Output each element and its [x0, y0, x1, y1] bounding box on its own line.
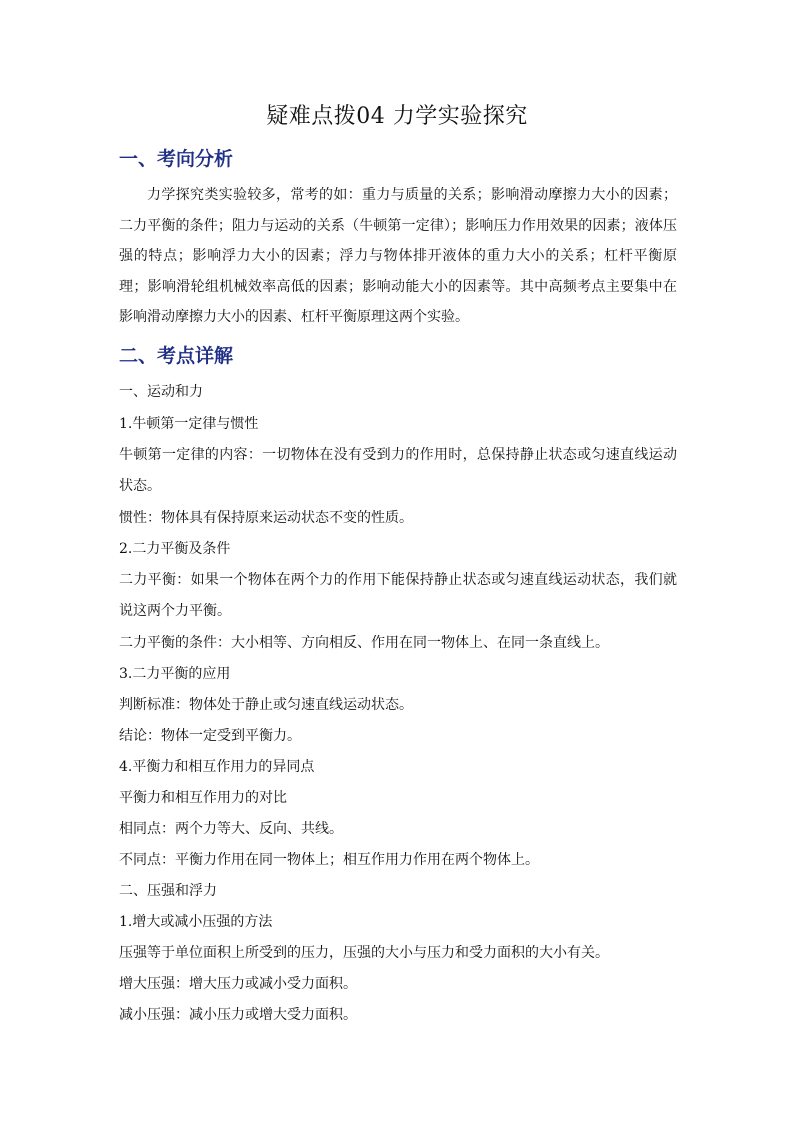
item-title-balance-vs-interaction: 4.平衡力和相互作用力的异同点	[119, 759, 315, 775]
part-title-pressure-buoyancy: 二、压强和浮力	[119, 883, 217, 899]
inertia-text: 惯性：物体具有保持原来运动状态不变的性质。	[119, 510, 413, 526]
balance-condition-text: 二力平衡的条件：大小相等、方向相反、作用在同一物体上、在同一条直线上。	[119, 635, 609, 651]
comparison-intro-text: 平衡力和相互作用力的对比	[119, 790, 287, 806]
pressure-definition-text: 压强等于单位面积上所受到的压力，压强的大小与压力和受力面积的大小有关。	[119, 945, 609, 961]
newton-first-law-text: 牛顿第一定律的内容：一切物体在没有受到力的作用时，总保持静止状态或匀速直线运动状态。	[119, 447, 677, 494]
two-force-balance-text: 二力平衡：如果一个物体在两个力的作用下能保持静止状态或匀速直线运动状态，我们就说这两个力平衡。	[119, 572, 677, 619]
increase-pressure-text: 增大压强：增大压力或减小受力面积。	[119, 976, 357, 992]
section-heading-details: 二、考点详解	[119, 345, 234, 367]
item-title-pressure-methods: 1.增大或减小压强的方法	[119, 914, 273, 930]
item-title-newton-inertia: 1.牛顿第一定律与惯性	[119, 416, 259, 432]
differences-text: 不同点：平衡力作用在同一物体上；相互作用力作用在两个物体上。	[119, 852, 539, 868]
conclusion-text: 结论：物体一定受到平衡力。	[119, 728, 301, 744]
similarities-text: 相同点：两个力等大、反向、共线。	[119, 821, 343, 837]
decrease-pressure-text: 减小压强：减小压力或增大受力面积。	[119, 1007, 357, 1023]
section-heading-analysis: 一、考向分析	[119, 148, 234, 170]
part-title-motion-force: 一、运动和力	[119, 384, 203, 400]
analysis-paragraph: 力学探究类实验较多，常考的如：重力与质量的关系；影响滑动摩擦力大小的因素；二力平衡的条件；阻力与运动的关系（牛顿第一定律）；影响压力作用效果的因素；液体压强的特点；影响浮力大小的因素；浮力与物体排开液体的重力大小的关系；杠杆平衡原理；影响滑轮组机械效率高低的因素；影响动能大小的因素等。其中高频考点主要集中在影响滑动摩擦力大小的因素、杠杆平衡原理这两个实验。	[119, 187, 677, 326]
item-title-balance-application: 3.二力平衡的应用	[119, 666, 231, 682]
item-title-two-force-balance: 2.二力平衡及条件	[119, 541, 231, 557]
judgment-standard-text: 判断标准：物体处于静止或匀速直线运动状态。	[119, 697, 413, 713]
page-title: 疑难点拨04 力学实验探究	[266, 104, 528, 129]
